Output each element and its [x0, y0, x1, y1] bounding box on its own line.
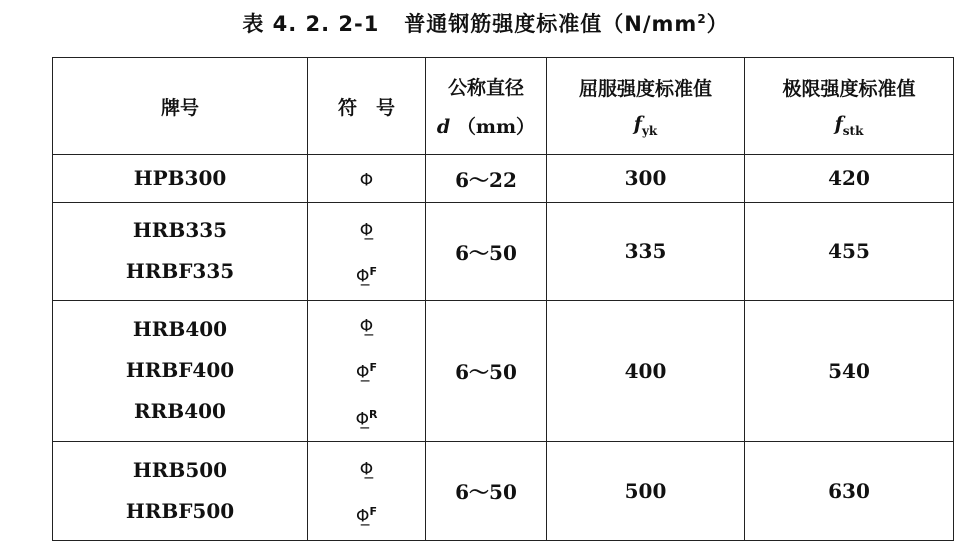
rebar-symbol-glyph: Φ [359, 170, 374, 191]
rebar-symbol [308, 394, 425, 441]
grade-name: HRB400 [132, 317, 228, 342]
diameter-cell: 6～50 [426, 300, 547, 441]
table-row [53, 202, 954, 300]
header-diameter-var-line [426, 112, 546, 139]
rebar-symbol-glyph: Φ̲ [359, 220, 374, 241]
grade-name: HPB300 [133, 165, 227, 190]
fstk-cell: 420 [745, 155, 954, 203]
rebar-strength-table [52, 57, 954, 541]
header-yield-strength [547, 58, 745, 155]
grade-name: HRBF335 [125, 259, 235, 284]
grade-name: RRB400 [134, 399, 226, 424]
rebar-symbol [308, 301, 425, 348]
rebar-symbol [308, 347, 425, 394]
rebar-symbol-glyph: Φ̲ [356, 506, 370, 527]
diameter-cell: 6～22 [426, 155, 547, 203]
rebar-symbol-glyph: Φ̲ [356, 362, 370, 383]
header-diameter [426, 58, 547, 155]
fyk-cell: 335 [547, 202, 745, 300]
table-row [53, 441, 954, 540]
rebar-symbol-sup: F [369, 504, 377, 518]
table-row [53, 155, 954, 203]
grade-cell [53, 155, 308, 203]
fstk-cell: 540 [745, 300, 954, 441]
rebar-symbol [308, 444, 425, 491]
rebar-symbol-sup: F [369, 361, 377, 375]
rebar-symbol [308, 155, 425, 202]
fstk-cell: 455 [745, 202, 954, 300]
header-diameter-label: 公称直径 [447, 77, 524, 99]
header-row [53, 58, 954, 155]
header-ultimate-sub: stk [842, 123, 864, 138]
grade-name: HRBF400 [125, 358, 235, 383]
diameter-cell: 6～50 [426, 202, 547, 300]
grade-name: HRB335 [132, 218, 228, 243]
diameter-cell: 6～50 [426, 441, 547, 540]
title-suffix: ） [706, 12, 729, 36]
rebar-symbol [308, 251, 425, 298]
rebar-symbol-glyph: Φ̲ [359, 316, 374, 337]
grade-name: HRB500 [132, 457, 228, 482]
fyk-cell: 400 [547, 300, 745, 441]
symbol-cell [308, 441, 426, 540]
fyk-cell: 500 [547, 441, 745, 540]
table-row [53, 300, 954, 441]
fyk-cell: 300 [547, 155, 745, 203]
rebar-symbol-glyph: Φ̲ [359, 459, 374, 480]
grade-cell [53, 441, 308, 540]
header-diameter-var: d [436, 116, 451, 138]
symbol-cell [308, 202, 426, 300]
header-yield-symbol [547, 113, 744, 138]
rebar-symbol [308, 491, 425, 538]
header-yield-sub: yk [641, 123, 658, 138]
table-title [0, 8, 971, 38]
grade-name: HRBF500 [125, 498, 235, 523]
grade-cell [53, 300, 308, 441]
header-grade: 牌号 [53, 58, 308, 155]
grade-cell [53, 202, 308, 300]
symbol-cell [308, 155, 426, 203]
header-ultimate-label: 极限强度标准值 [782, 78, 916, 101]
header-diameter-unit: （mm） [456, 116, 536, 138]
header-ultimate-strength [745, 58, 954, 155]
header-ultimate-symbol [745, 113, 953, 138]
title-text: 表 4. 2. 2-1 普通钢筋强度标准值（N/mm [242, 12, 698, 36]
title-superscript: 2 [697, 12, 707, 26]
header-ultimate-var: f [834, 113, 843, 136]
rebar-symbol-glyph: Φ̲ [356, 266, 370, 287]
symbol-cell [308, 300, 426, 441]
header-symbol: 符 号 [308, 58, 426, 155]
rebar-symbol [308, 205, 425, 252]
rebar-symbol-glyph: Φ̲ [355, 409, 369, 430]
rebar-symbol-sup: R [368, 407, 378, 421]
header-yield-label: 屈服强度标准值 [578, 78, 712, 101]
header-yield-var: f [633, 113, 642, 136]
rebar-symbol-sup: F [369, 265, 377, 279]
fstk-cell: 630 [745, 441, 954, 540]
